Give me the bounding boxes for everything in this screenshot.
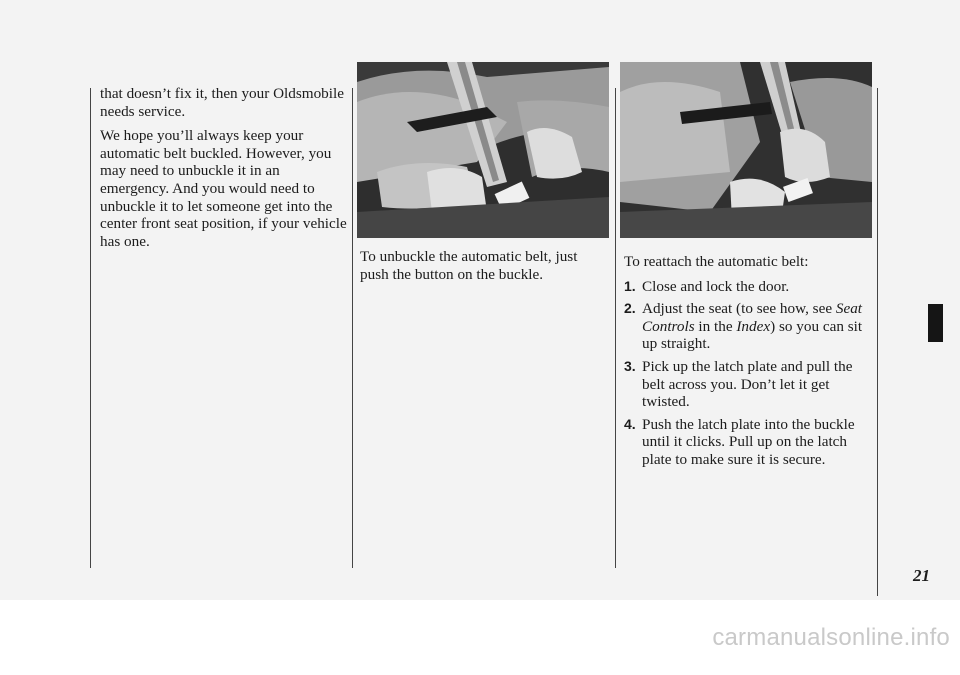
step-number: 1. [624,277,636,294]
reattach-intro: To reattach the automatic belt: [624,253,809,270]
photo-unbuckle-illustration [357,62,609,238]
step-item [624,358,872,411]
column-rule-middle [352,88,353,568]
index-ref: Index [736,317,771,335]
photo-reattach-illustration [620,62,872,238]
step-text: Close and lock the door. [642,277,790,295]
column-rule-far-right [877,88,878,596]
step-text: Pick up the latch plate and pull the belt across you. Don’t let it get twisted. [642,357,853,411]
column-rule-left [90,88,91,568]
watermark: carmanualsonline.info [712,623,950,651]
seat-controls-ref: Seat Controls [642,300,863,335]
paragraph-2: We hope you’ll always keep your automatic belt buckled. However, you may need to unbuckle it in an emergency. And you would need to unbuckle it to let someone get into the center front seat position, if your vehicle has one. [100,127,347,250]
step-number: 4. [624,415,636,432]
step-text: Push the latch plate into the buckle until it clicks. Pull up on the latch plate to make sure it is secure. [642,415,855,468]
photo-reattach-belt [620,62,872,238]
column-rule-right [615,88,616,568]
unbuckle-caption: To unbuckle the automatic belt, just push the button on the buckle. [360,248,578,283]
page-number: 21 [913,566,930,585]
step-item [624,416,872,469]
step-text-mid: in the [694,317,737,335]
column-2-text [360,248,608,290]
photo-unbuckle-belt [357,62,609,238]
reattach-steps [624,278,872,469]
step-number: 3. [624,357,636,374]
step-text-post: ) so you can sit up straight. [642,317,863,353]
section-tab-marker [928,304,943,342]
step-number: 2. [624,300,636,317]
step-item [624,300,872,353]
column-3-text [624,253,872,474]
step-text-pre: Adjust the seat (to see how, see [642,300,836,318]
paragraph-1: that doesn’t fix it, then your Oldsmobile needs service. [100,85,344,120]
step-item [624,278,872,296]
column-1-text [100,85,350,257]
